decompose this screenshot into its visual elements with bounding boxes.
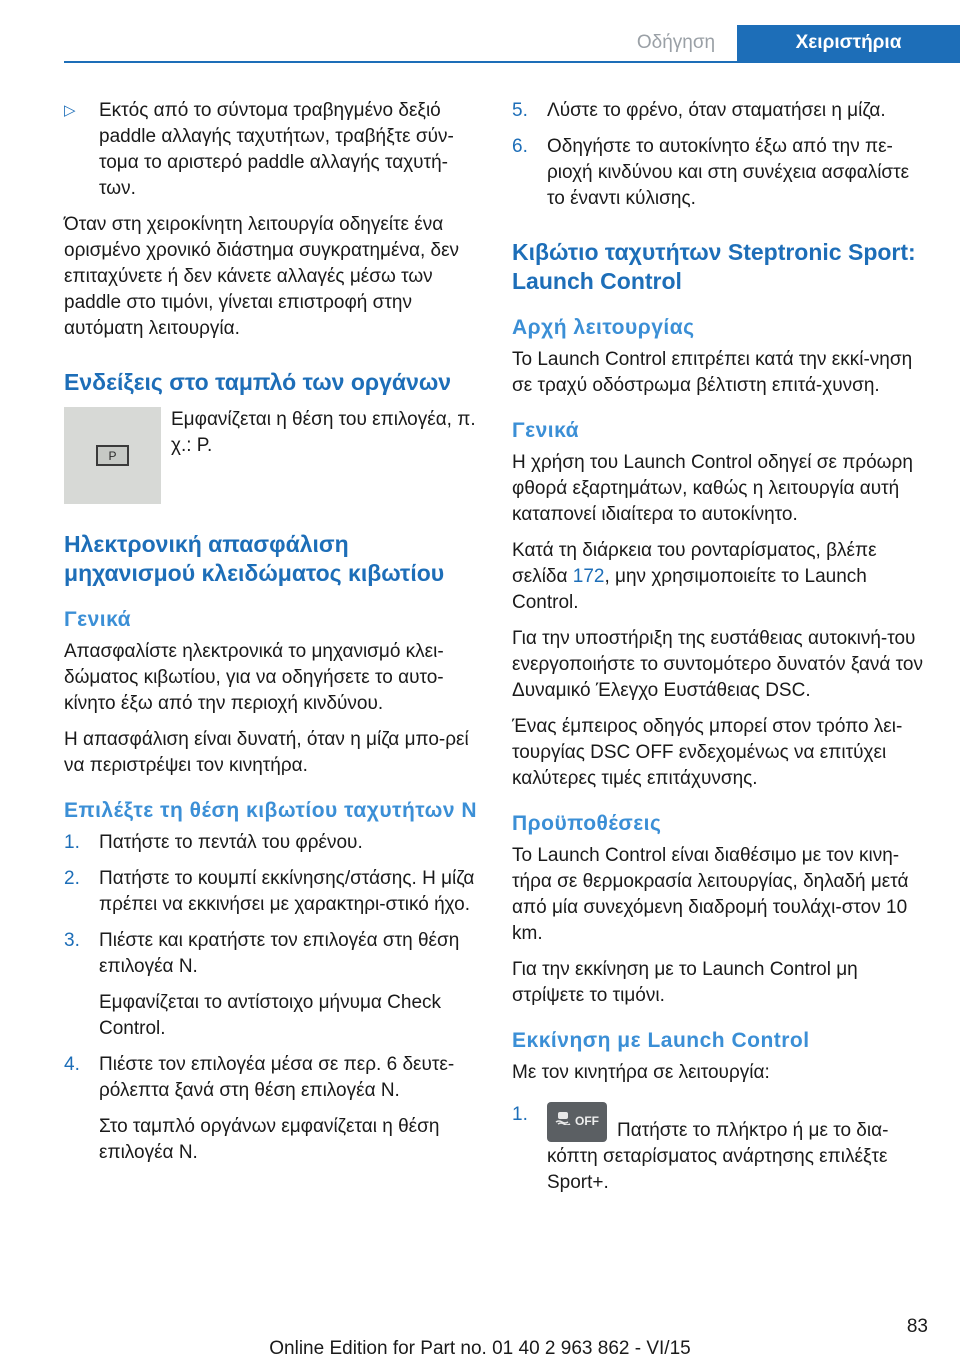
list-item bbox=[64, 866, 478, 918]
triangle-right-icon: ▷ bbox=[64, 102, 76, 119]
list-number: 1. bbox=[512, 1104, 528, 1125]
paragraph: Η χρήση του Launch Control οδηγεί σε πρόωρη φθορά εξαρτημάτων, καθώς η λειτουργία αυτή καταπονεί ιδιαίτερα το αυτοκίνητο. bbox=[512, 452, 913, 525]
bullet-item bbox=[64, 98, 478, 202]
list-text: Οδηγήστε το αυτοκίνητο έξω από την πε‐ριοχή κινδύνου και στη συνέχεια ασφαλίστε το έναντι κύλισης. bbox=[547, 136, 910, 209]
paragraph: Απασφαλίστε ηλεκτρονικά το μηχανισμό κλει‐δώματος κιβωτίου, για να οδηγήσετε το αυτο‐κίνητο έξω από την περιοχή κινδύνου. bbox=[64, 641, 444, 714]
paragraph: Το Launch Control είναι διαθέσιμο με τον κινη‐τήρα σε θερμοκρασία λειτουργίας, δηλαδή μετά από μία συνεχόμενη διαδρομή τουλάχι‐στον 10 km. bbox=[512, 845, 909, 944]
paragraph: Ένας έμπειρος οδηγός μπορεί στον τρόπο λει‐τουργίας DSC OFF ενδεχομένως να επιτύχει καλύτερες τιμές επιτάχυνσης. bbox=[512, 716, 903, 789]
paragraph: Το Launch Control επιτρέπει κατά την εκκί‐νηση σε τραχύ οδόστρωμα βέλτιστη επιτά‐χυνση. bbox=[512, 349, 913, 396]
dsc-off-button-icon bbox=[547, 1102, 607, 1142]
list-number: 3. bbox=[64, 930, 80, 951]
list-number: 2. bbox=[64, 868, 80, 889]
paragraph: Για την εκκίνηση με το Launch Control μη στρίψετε το τιμόνι. bbox=[512, 959, 858, 1006]
header-rule bbox=[64, 61, 960, 63]
edition-footer: Online Edition for Part no. 01 40 2 963 862 - VI/15 bbox=[269, 1338, 691, 1359]
paragraph: Με τον κινητήρα σε λειτουργία: bbox=[512, 1062, 770, 1083]
section-heading-indications: Ενδείξεις στο ταμπλό των οργάνων bbox=[64, 369, 452, 395]
list-text: Πιέστε τον επιλογέα μέσα σε περ. 6 δευτε‐ρόλεπτα ξανά στη θέση επιλογέα N. bbox=[99, 1054, 455, 1101]
subheading-start-launch-control: Εκκίνηση με Launch Control bbox=[512, 1029, 810, 1052]
section-heading-launch-control: Κιβώτιο ταχυτήτων Steptronic Sport: Launch Control bbox=[512, 239, 916, 294]
right-column bbox=[512, 98, 928, 1206]
list-text: Πατήστε το πλήκτρο ή με το δια‐κόπτη σεταρίσματος ανάρτησης επιλέξτε Sport+. bbox=[547, 1120, 889, 1193]
list-item bbox=[64, 830, 478, 856]
list-subtext: Εμφανίζεται το αντίστοιχο μήνυμα Check Control. bbox=[99, 992, 442, 1039]
list-item bbox=[64, 1052, 478, 1104]
paragraph: Για την υποστήριξη της ευστάθειας αυτοκινή‐του ενεργοποιήστε το συντομότερο δυνατόν ξανά τον Δυναμικό Έλεγχο Ευστάθειας DSC. bbox=[512, 628, 923, 701]
indication-text: Εμφανίζεται η θέση του επιλογέα, π. χ.: P. bbox=[171, 409, 476, 456]
skidding-car-icon bbox=[555, 1111, 571, 1125]
paragraph-text: Κατά τη διάρκεια του ρονταρίσματος, βλέπε σελίδα bbox=[512, 540, 877, 587]
off-label: OFF bbox=[575, 1114, 599, 1128]
tab-controls[interactable]: Χειριστήρια bbox=[737, 25, 960, 61]
paragraph-text: , μην χρησιμοποιείτε το Launch Control. bbox=[512, 566, 867, 613]
list-item bbox=[64, 928, 478, 980]
subheading-prerequisites: Προϋποθέσεις bbox=[512, 812, 662, 835]
subheading-general: Γενικά bbox=[64, 608, 132, 631]
subheading-principle: Αρχή λειτουργίας bbox=[512, 316, 695, 339]
bullet-text: Εκτός από το σύντομα τραβηγμένο δεξιό paddle αλλαγής ταχυτήτων, τραβήξτε σύν‐τομα το αριστερό paddle αλλαγής ταχυτή‐των. bbox=[99, 100, 454, 199]
left-column bbox=[64, 98, 478, 1176]
selector-position-indicator: P bbox=[96, 445, 129, 466]
list-number: 4. bbox=[64, 1054, 80, 1075]
list-text: Πατήστε το κουμπί εκκίνησης/στάσης. Η μίζα πρέπει να εκκινήσει με χαρακτηρι‐στικό ήχο. bbox=[99, 868, 475, 915]
list-number: 5. bbox=[512, 100, 528, 121]
page-reference-link[interactable]: 172 bbox=[572, 566, 605, 587]
list-subtext: Στο ταμπλό οργάνων εμφανίζεται η θέση επιλογέα N. bbox=[99, 1116, 440, 1163]
list-number: 1. bbox=[64, 832, 80, 853]
paragraph-with-link bbox=[512, 538, 928, 616]
paragraph: Η απασφάλιση είναι δυνατή, όταν η μίζα μπο‐ρεί να περιστρέψει τον κινητήρα. bbox=[64, 729, 469, 776]
list-item bbox=[512, 1102, 928, 1196]
list-text: Πιέστε και κρατήστε τον επιλογέα στη θέση επιλογέα N. bbox=[99, 930, 460, 977]
section-heading-unlock: Ηλεκτρονική απασφάλιση μηχανισμού κλειδώματος κιβωτίου bbox=[64, 531, 445, 586]
paragraph: Όταν στη χειροκίνητη λειτουργία οδηγείτε ένα ορισμένο χρονικό διάστημα συγκρατημένα, δεν επιταχύνετε ή δεν κάνετε αλλαγές μέσω των paddle στο τιμόνι, γίνεται επιστροφή στην αυτόματη λειτουργία. bbox=[64, 214, 460, 339]
instrument-display-image bbox=[64, 407, 161, 504]
list-item bbox=[512, 98, 928, 124]
subheading-select-n: Επιλέξτε τη θέση κιβωτίου ταχυτήτων N bbox=[64, 799, 478, 822]
tab-driving[interactable]: Οδήγηση bbox=[636, 32, 716, 53]
list-text: Πατήστε το πεντάλ του φρένου. bbox=[99, 832, 363, 853]
list-text: Λύστε το φρένο, όταν σταματήσει η μίζα. bbox=[547, 100, 886, 121]
list-number: 6. bbox=[512, 136, 528, 157]
page-number: 83 bbox=[906, 1316, 928, 1337]
indication-figure-row bbox=[64, 407, 478, 504]
subheading-general: Γενικά bbox=[512, 419, 580, 442]
list-item bbox=[512, 134, 928, 212]
